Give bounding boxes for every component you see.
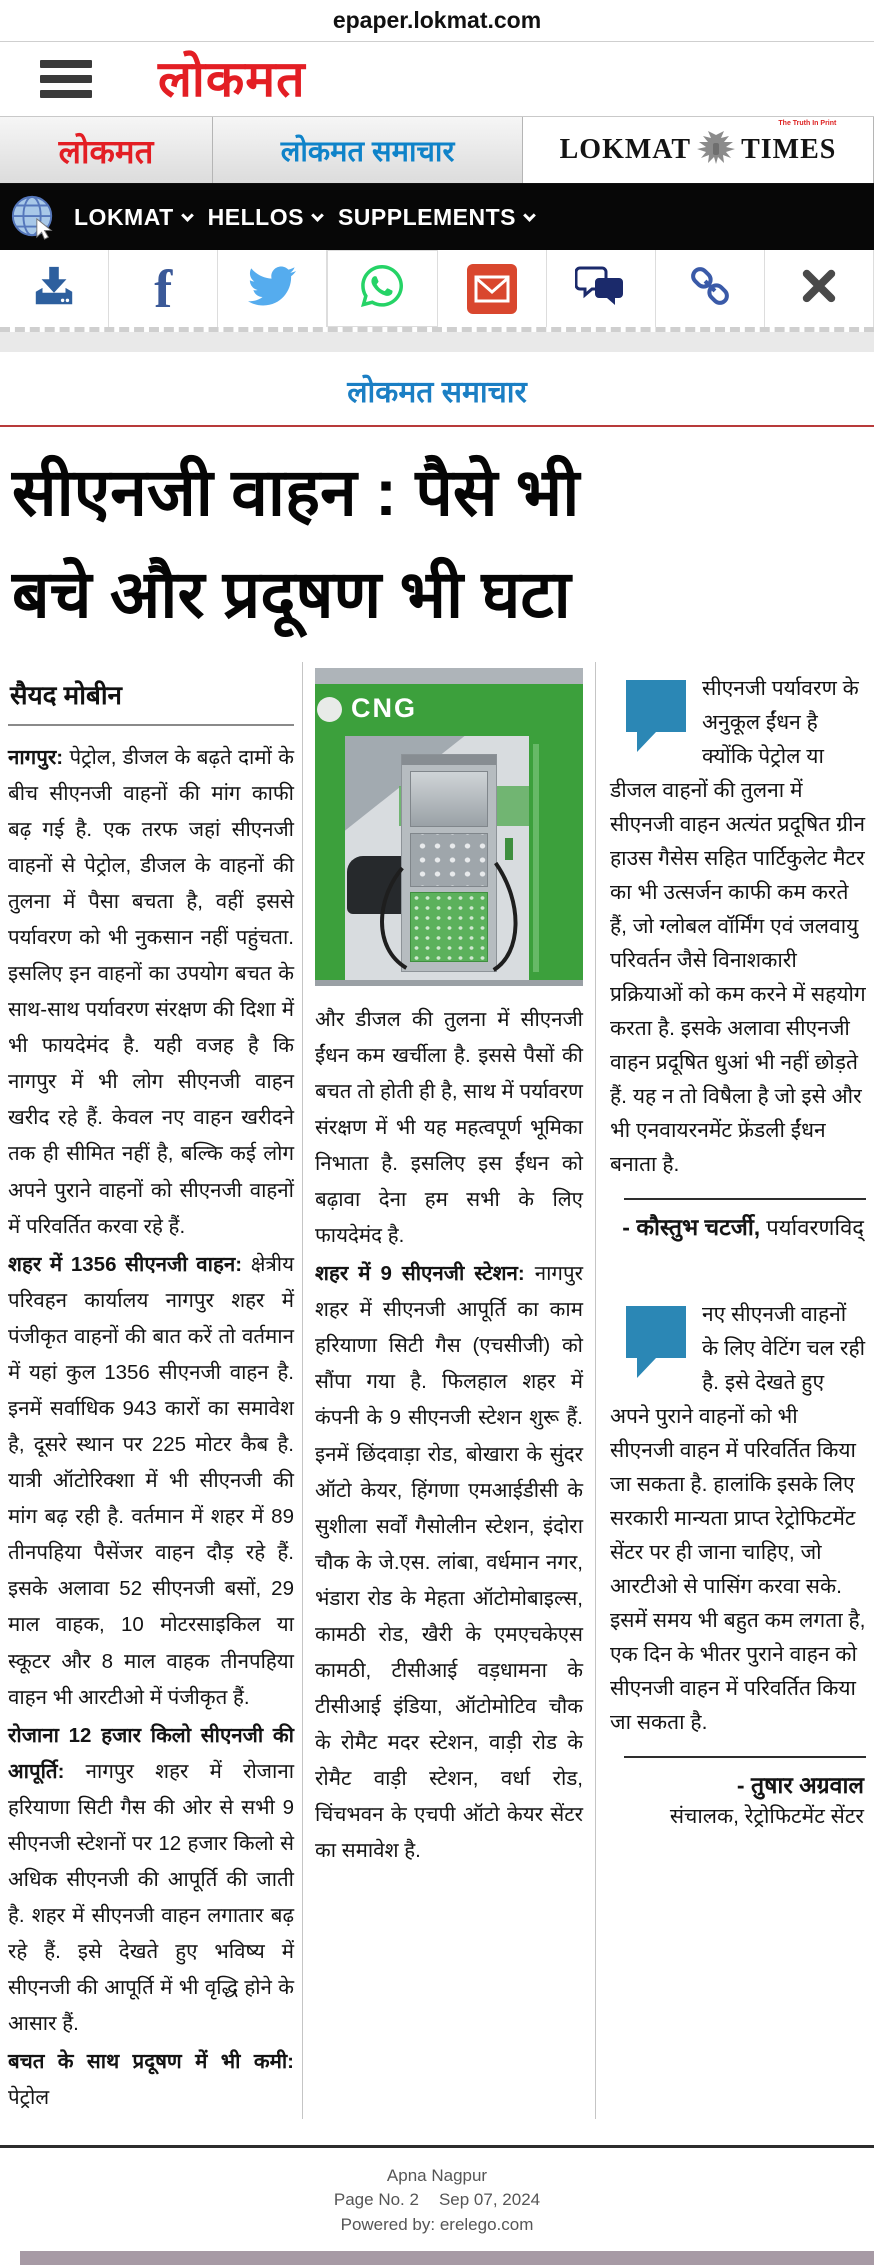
- footer-page-date: [0, 2188, 874, 2213]
- twitter-icon: [248, 262, 296, 315]
- gap-strip: [0, 332, 874, 352]
- headline-line-2: बचे और प्रदूषण भी घटा: [12, 557, 571, 632]
- close-icon: [798, 265, 840, 312]
- article-headline: [8, 433, 866, 662]
- download-icon: [31, 263, 77, 314]
- chevron-down-icon: [523, 209, 536, 222]
- byline: सैयद मोबीन: [8, 662, 294, 726]
- column-left: [8, 662, 302, 2119]
- chevron-down-icon: [311, 209, 324, 222]
- paragraph: शहर में 9 सीएनजी स्टेशन: नागपुर शहर में सीएनजी आपूर्ति का काम हरियाणा सिटी गैस (एचसीजी) को सौंपा गया है. फिलहाल शहर में कंपनी के 9 सीएनजी स्टेशन शुरू हैं. इनमें छिंदवाड़ा रोड, बोखारा के सुंदर ऑटो केयर, हिंगणा एमआईडीसी के सुशीला सर्वों गैसोलीन स्टेशन, इंदोरा चौक के जे.एस. लांबा, वर्धमान नगर, भंडारा रोड के मेहता ऑटोमोबाइल्स, कामठी रोड, खैरी के एमएचकेएस कामठी, टीसीआई वड़धामना के टीसीआई इंडिया, ऑटोमोटिव चौक के रोमैट मदर स्टेशन, वाड़ी रोड के रोमैट वाड़ी स्टेशन, वर्धा रोड, चिंचभवन के एचपी ऑटो केयर सेंटर का समावेश है.: [315, 1262, 583, 1863]
- comments-icon: [575, 263, 627, 314]
- main-navbar: [0, 184, 874, 250]
- twitter-share-button[interactable]: [218, 250, 327, 327]
- page-footer: [0, 2148, 874, 2252]
- page-url: epaper.lokmat.com: [332, 7, 542, 33]
- cng-sign-label: CNG: [351, 692, 417, 723]
- footer-powered-by: Powered by: erelego.com: [340, 2214, 534, 2234]
- footer-page-number: Page No. 2: [333, 2190, 419, 2210]
- column-middle: [302, 662, 596, 2119]
- lokmat-times-crest-icon: [693, 131, 739, 170]
- facebook-share-button[interactable]: [109, 250, 218, 327]
- facebook-icon: f: [154, 258, 173, 319]
- menu-button[interactable]: [40, 60, 92, 98]
- email-share-button[interactable]: [438, 250, 547, 327]
- footer-date: Sep 07, 2024: [438, 2190, 541, 2210]
- download-button[interactable]: [0, 250, 109, 327]
- lokmat-logo[interactable]: लोकमत: [158, 51, 306, 107]
- footer-edition: Apna Nagpur: [386, 2165, 488, 2185]
- whatsapp-share-button[interactable]: [327, 250, 437, 327]
- share-toolbar: [0, 250, 874, 332]
- bottom-bar: [20, 2251, 874, 2265]
- column-right: [596, 662, 866, 2119]
- link-icon: [686, 262, 734, 315]
- cng-station-photo: [315, 668, 583, 986]
- quote-mark-icon: [624, 678, 688, 759]
- copy-link-button[interactable]: [656, 250, 765, 327]
- email-icon: [467, 264, 517, 314]
- tab-lokmat[interactable]: लोकमत: [0, 117, 213, 183]
- browser-title: [0, 0, 874, 42]
- lokmat-times-tagline: The Truth In Print: [778, 119, 837, 127]
- quote-attribution: - तुषार अग्रवाल: [736, 1772, 864, 1799]
- tab-lokmat-times[interactable]: The Truth In Print LOKMAT TIMES: [523, 117, 874, 183]
- comments-button[interactable]: [547, 250, 656, 327]
- nav-item-lokmat[interactable]: LOKMAT: [74, 204, 208, 231]
- tab-lokmat-samachar[interactable]: लोकमत समाचार: [213, 117, 523, 183]
- masthead: [0, 42, 874, 116]
- pull-quote-2: नए सीएनजी वाहनों के लिए वेटिंग चल रही है. इसे देखते हुए अपने पुराने वाहनों को भी सीएनजी वाहन में परिवर्तित किया जा सकता है. हालांकि इसके लिए सरकारी मान्यता प्राप्त रेट्रोफिटमेंट सेंटर पर ही जाना चाहिए, जो आरटीओ से पासिंग करवा सके. इसमें समय भी बहुत कम लगता है, एक दिन के भीतर पुराने वाहन को सीएनजी वाहन में परिवर्तित किया जा सकता है. - तुषार अग्रवाल संचालक, रेट्रोफिटमेंट सेंटर: [610, 1302, 866, 1829]
- section-title: लोकमत समाचार: [347, 376, 527, 409]
- article: [0, 352, 874, 2119]
- paragraph: रोजाना 12 हजार किलो सीएनजी की आपूर्ति: नागपुर शहर में रोजाना हरियाणा सिटी गैस की ओर से सभी 9 सीएनजी स्टेशनों पर 12 हजार किलो से अधिक सीएनजी की आपूर्ति की जाती है. शहर में सीएनजी वाहन लगातार बढ़ रहे हैं. इसे देखते हुए भविष्य में सीएनजी की आपूर्ति में भी वृद्धि होने के आसार हैं.: [8, 1723, 295, 2036]
- paragraph: बचत के साथ प्रदूषण में भी कमी: पेट्रोल: [8, 2050, 294, 2110]
- quote-attribution: - कौस्तुभ चटर्जी, पर्यावरणविद्: [622, 1213, 864, 1240]
- paragraph: शहर में 1356 सीएनजी वाहन: क्षेत्रीय परिवहन कार्यालय नागपुर शहर में पंजीकृत वाहनों की बात करें तो वर्तमान में यहां कुल 1356 सीएनजी वाहन है. इनमें सर्वाधिक 943 कारों का समावेश है, दूसरे स्थान पर 225 मोटर कैब है. यात्री ऑटोरिक्शा में भी सीएनजी की मांग बढ़ रही है. वर्तमान में शहर में 89 तीनपहिया पैसेंजर वाहन दौड़ रहे हैं. इसके अलावा 52 सीएनजी बसों, 29 माल वाहक, 10 मोटरसाइकिल या स्कूटर और 8 माल वाहक तीनपहिया वाहन भी आरटीओ में पंजीकृत हैं.: [8, 1252, 294, 1709]
- headline-line-1: सीएनजी वाहन : पैसे भी: [12, 455, 580, 529]
- close-button[interactable]: [765, 250, 874, 327]
- quote-mark-icon: [624, 1304, 688, 1385]
- chevron-down-icon: [181, 209, 194, 222]
- pull-quote-1: सीएनजी पर्यावरण के अनुकूल ईंधन है क्योंकि पेट्रोल या डीजल वाहनों की तुलना में सीएनजी वाहन अत्यंत प्रदूषित ग्रीन हाउस गैसेस सहित पार्टिकुलेट मैटर का भी उत्सर्जन काफी कम करते हैं, जो ग्लोबल वॉर्मिंग एवं जलवायु परिवर्तन जैसे विनाशकारी प्रक्रियाओं को कम करने में सहयोग करता है. इसके अलावा सीएनजी वाहन प्रदूषित धुआं भी नहीं छोड़ते हैं. यह न तो विषैला है जो इसे और भी एनवायरनमेंट फ्रेंडली ईंधन बनाता है. - कौस्तुभ चटर्जी, पर्यावरणविद्: [610, 676, 866, 1240]
- nav-item-supplements[interactable]: SUPPLEMENTS: [338, 204, 550, 231]
- paragraph: और डीजल की तुलना में सीएनजी ईंधन कम खर्चीला है. इससे पैसों की बचत तो होती ही है, साथ में पर्यावरण संरक्षण में भी यह महत्वपूर्ण भूमिका निभाता है. इसलिए इस ईंधन को बढ़ावा देना हम सभी के लिए फायदेमंद है.: [315, 1007, 583, 1248]
- paragraph: नागपुर: पेट्रोल, डीजल के बढ़ते दामों के बीच सीएनजी वाहनों की मांग काफी बढ़ गई है. एक तरफ जहां सीएनजी वाहनों से पेट्रोल, डीजल के वाहनों की तुलना में पैसा बचता है, वहीं इससे पर्यावरण को भी नुकसान नहीं पहुंचता. इसलिए इन वाहनों का उपयोग बचत के साथ-साथ पर्यावरण संरक्षण की दिशा में भी फायदेमंद है. यही वजह है कि नागपुर में भी लोग सीएनजी वाहन खरीद रहे हैं. केवल नए वाहन खरीदने तक ही सीमित नहीं है, बल्कि कई लोग अपने पुराने वाहनों को सीएनजी वाहनों में परिवर्तित करवा रहे हैं.: [8, 745, 294, 1238]
- globe-icon: [10, 194, 56, 240]
- nav-item-hellos[interactable]: HELLOS: [208, 204, 338, 231]
- edition-tabs: [0, 116, 874, 184]
- whatsapp-icon: [358, 262, 406, 315]
